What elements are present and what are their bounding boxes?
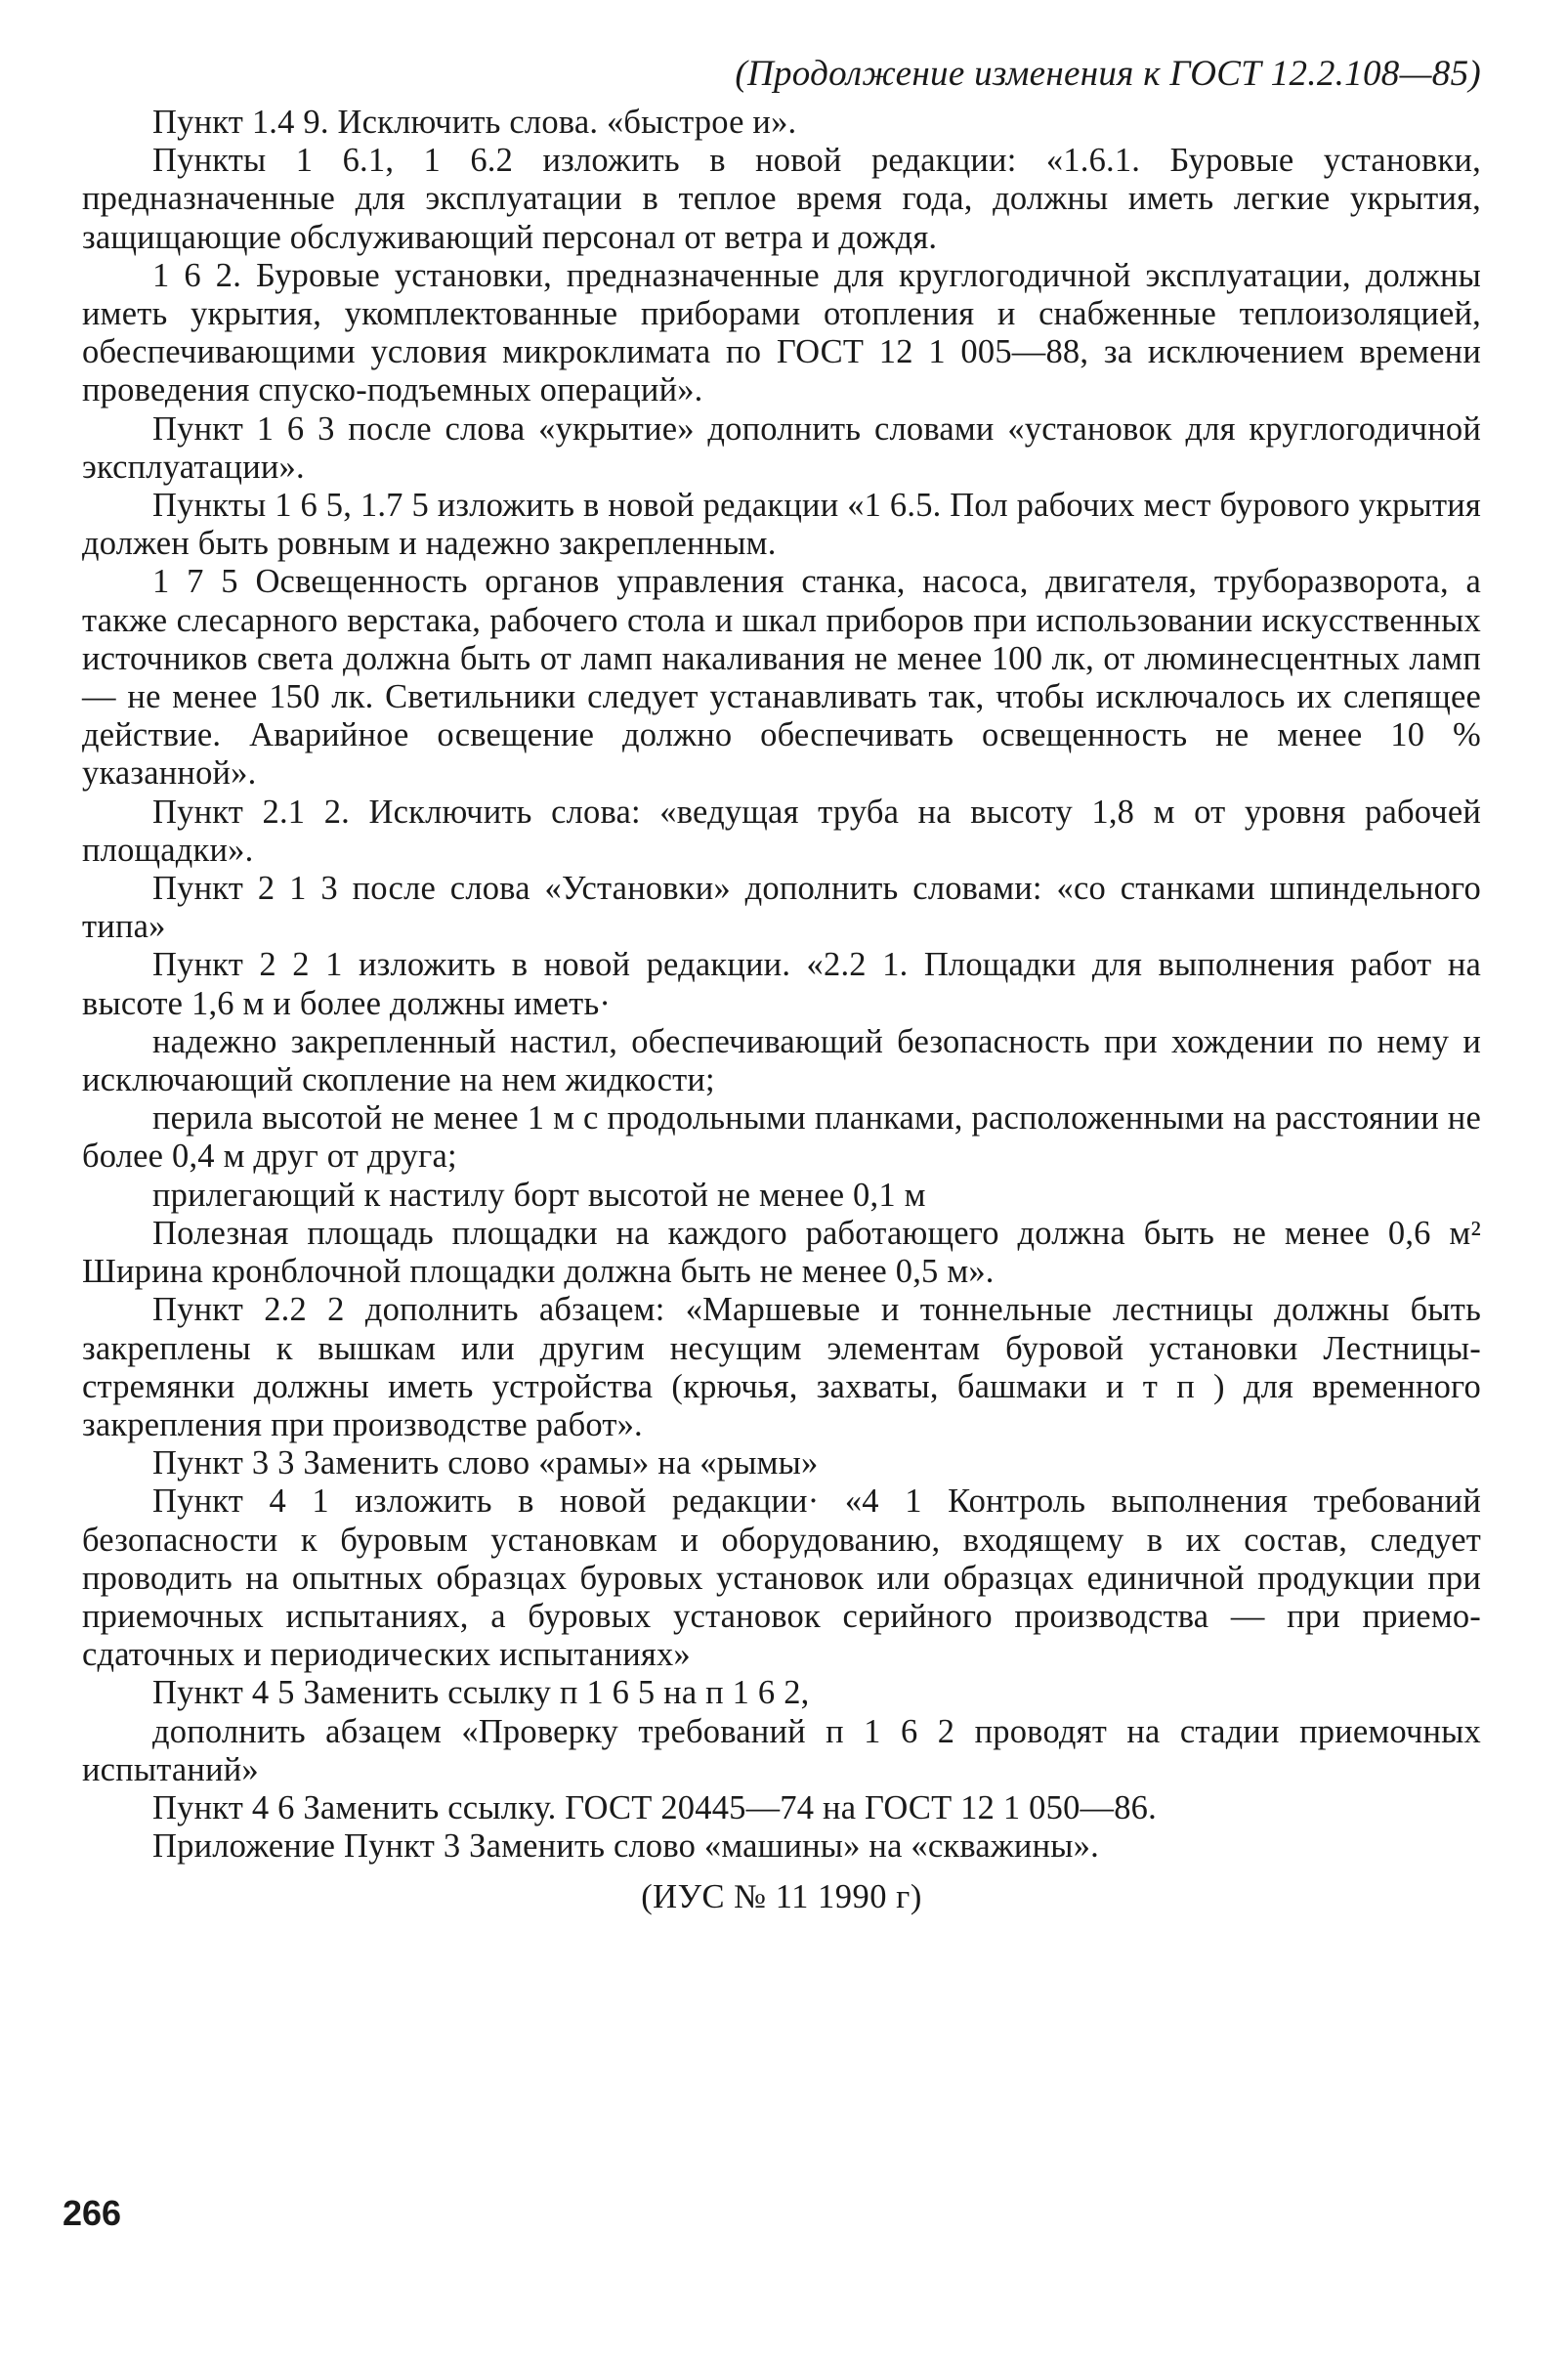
paragraph: 1 6 2. Буровые установки, предназначенные для круглогодичной эксплуатации, должны иметь укрытия, укомплектованные приборами отопления и снабженные теплоизоляцией, обеспечивающими условия микроклимата по ГОСТ 12 1 005—88, за исключением времени проведения спуско-подъемных операций». bbox=[82, 256, 1481, 409]
paragraph: Пункт 1 6 3 после слова «укрытие» дополнить словами «установок для круглогодичной эксплуатации». bbox=[82, 409, 1481, 486]
page-header: (Продолжение изменения к ГОСТ 12.2.108—85) bbox=[735, 54, 1481, 94]
paragraph: Приложение Пункт 3 Заменить слово «машины» на «скважины». bbox=[152, 1827, 1099, 1866]
source-note: (ИУС № 11 1990 г) bbox=[641, 1878, 922, 1916]
paragraph: Пункты 1 6.1, 1 6.2 изложить в новой редакции: «1.6.1. Буровые установки, предназначенные для эксплуатации в теплое время года, должны иметь легкие укрытия, защищающие обслуживающий персонал от ветра и дождя. bbox=[82, 142, 1481, 256]
document-body bbox=[82, 104, 1481, 1866]
list-item: надежно закрепленный настил, обеспечивающий безопасность при хождении по нему и исключающий скопление на нем жидкости; bbox=[82, 1022, 1481, 1099]
paragraph: Пункты 1 6 5, 1.7 5 изложить в новой редакции «1 6.5. Пол рабочих мест бурового укрытия должен быть ровным и надежно закрепленным. bbox=[82, 487, 1481, 563]
paragraph: Пункт 4 5 Заменить ссылку п 1 6 5 на п 1 6 2, bbox=[152, 1674, 810, 1712]
paragraph: Полезная площадь площадки на каждого работающего должна быть не менее 0,6 м² Ширина кронблочной площадки должна быть не менее 0,5 м». bbox=[82, 1214, 1481, 1291]
paragraph: Пункт 2.1 2. Исключить слова: «ведущая труба на высоту 1,8 м от уровня рабочей площадки». bbox=[82, 793, 1481, 869]
paragraph: Пункт 4 1 изложить в новой редакции· «4 1 Контроль выполнения требований безопасности к буровым установкам и оборудованию, входящему в их состав, следует проводить на опытных образцах буровых установок или образцах единичной продукции при приемочных испытаниях, а буровых установок серийного производства — при приемо-сдаточных и периодических испытаниях» bbox=[82, 1482, 1481, 1674]
paragraph: Пункт 2 2 1 изложить в новой редакции. «2.2 1. Площадки для выполнения работ на высоте 1,6 м и более должны иметь· bbox=[82, 946, 1481, 1022]
paragraph: Пункт 2.2 2 дополнить абзацем: «Маршевые и тоннельные лестницы должны быть закреплены к вышкам или другим несущим элементам буровой установки Лестницы-стремянки должны иметь устройства (крючья, захваты, башмаки и т п ) для временного закрепления при производстве работ». bbox=[82, 1291, 1481, 1443]
paragraph: Пункт 1.4 9. Исключить слова. «быстрое и». bbox=[152, 104, 797, 141]
paragraph: Пункт 2 1 3 после слова «Установки» дополнить словами: «со станками шпиндельного типа» bbox=[82, 870, 1481, 946]
paragraph: 1 7 5 Освещенность органов управления станка, насоса, двигателя, труборазворота, а также слесарного верстака, рабочего стола и шкал приборов при использовании искусственных источников света должна быть от ламп накаливания не менее 100 лк, от люминесцентных ламп — не менее 150 лк. Светильники следует устанавливать так, чтобы исключалось их слепящее действие. Аварийное освещение должно обеспечивать освещенность не менее 10 % указанной». bbox=[82, 563, 1481, 793]
document-page bbox=[82, 51, 1481, 1918]
page-number: 266 bbox=[63, 2193, 122, 2233]
list-item: прилегающий к настилу борт высотой не менее 0,1 м bbox=[152, 1176, 926, 1214]
paragraph: Пункт 4 6 Заменить ссылку. ГОСТ 20445—74 на ГОСТ 12 1 050—86. bbox=[152, 1788, 1157, 1826]
paragraph: дополнить абзацем «Проверку требований п 1 6 2 проводят на стадии приемочных испытаний» bbox=[82, 1712, 1481, 1788]
paragraph: Пункт 3 3 Заменить слово «рамы» на «рымы» bbox=[152, 1444, 819, 1482]
list-item: перила высотой не менее 1 м с продольными планками, расположенными на расстоянии не более 0,4 м друг от друга; bbox=[82, 1099, 1481, 1176]
